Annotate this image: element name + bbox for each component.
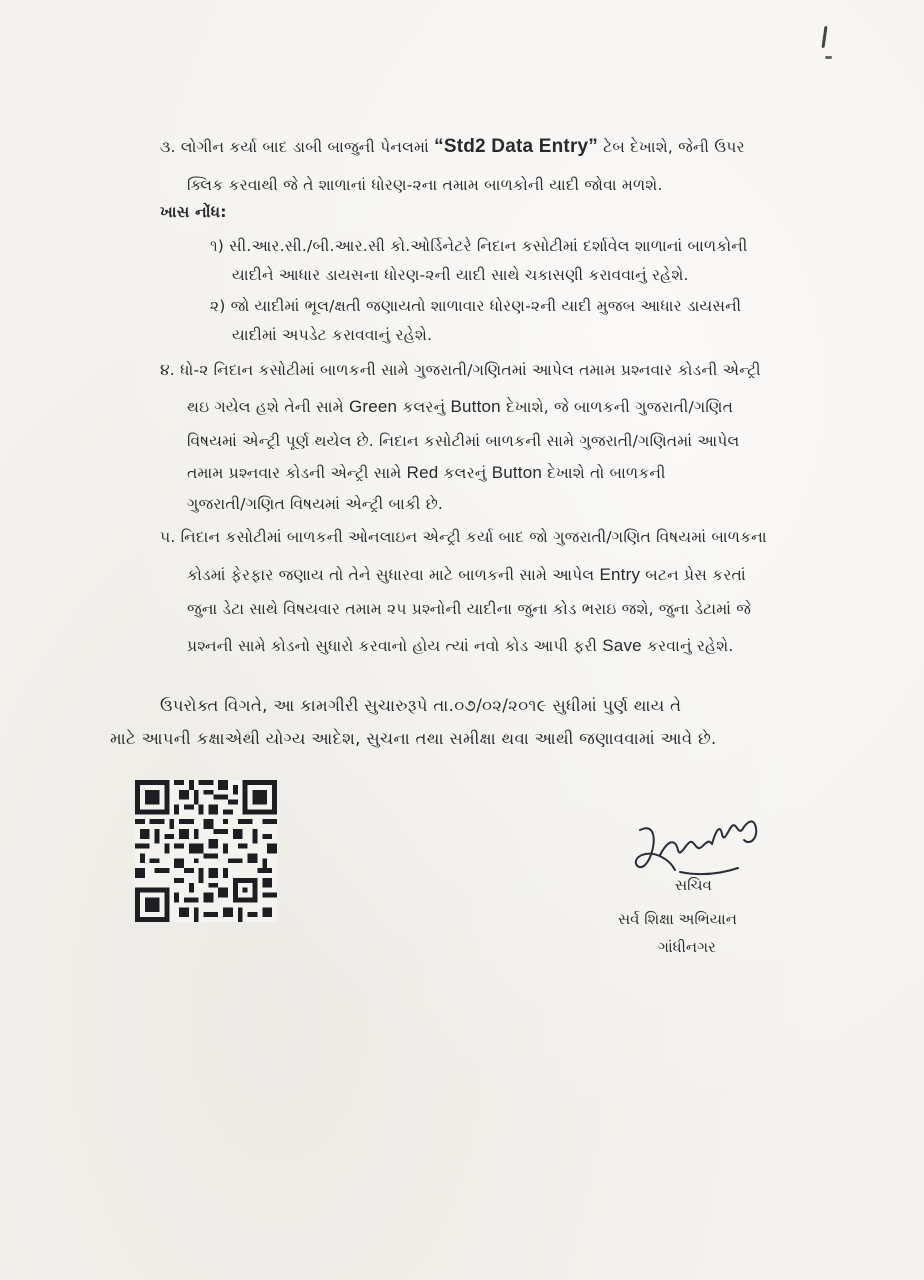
green-label: Green (348, 397, 398, 416)
item5-line4 (187, 636, 734, 656)
item4-line2 (187, 397, 733, 417)
text: દેખાશે તો બાળકની (542, 464, 666, 482)
closing-line2: માટે આપની કક્ષાએથી યોગ્ય આદેશ, સુચના તથા સમીક્ષા થવા આથી જણાવવામાં આવે છે. (110, 729, 717, 748)
item3-line2: ક્લિક કરવાથી જે તે શાળાનાં ધોરણ-૨ના તમામ બાળકોની યાદી જોવા મળશે. (187, 176, 663, 194)
item5-line3: જુના ડેટા સાથે વિષયવાર તમામ ૨૫ પ્રશ્નોની યાદીના જુના કોડ ભરાઇ જશે, જુના ડેટામાં જે (187, 600, 752, 618)
button-label: Button (450, 397, 501, 416)
text: તમામ પ્રશ્નવાર કોડની એન્ટ્રી સામે (187, 464, 407, 482)
item4-line1: ૪. ધો-૨ નિદાન કસોટીમાં બાળકની સામે ગુજરાતી/ગણિતમાં આપેલ તમામ પ્રશ્નવાર કોડની એન્ટ્રી (160, 361, 761, 379)
text: બટન પ્રેસ કરતાં (640, 566, 746, 584)
item5-line1: ૫. નિદાન કસોટીમાં બાળકની ઓનલાઇન એન્ટ્રી કર્યા બાદ જો ગુજરાતી/ગણિત વિષયમાં બાળકના (160, 528, 767, 546)
qr-code-icon (135, 780, 277, 922)
text: કરવાનું રહેશે. (641, 637, 734, 655)
text: કલરનું (438, 464, 492, 482)
text: થઇ ગયેલ હશે તેની સામે (187, 398, 349, 416)
scan-mark (825, 56, 832, 59)
note1-line1: ૧) સી.આર.સી./બી.આર.સી કો.ઓર્ડિનેટરે નિદાન કસોટીમાં દર્શાવેલ શાળાનાં બાળકોની (210, 237, 748, 255)
text: ૩. લોગીન કર્યા બાદ ડાબી બાજુની પેનલમાં (160, 138, 435, 156)
text: ટેબ દેખાશે, જેની ઉપર (598, 138, 745, 156)
item3-line1 (160, 136, 745, 158)
note2-line1: ૨) જો યાદીમાં ભૂલ/ક્ષતી જણાયતો શાળાવાર ધોરણ-૨ની યાદી મુજબ આધાર ડાયસની (210, 297, 742, 315)
note-heading: ખાસ નોંધ: (160, 203, 227, 221)
item4-line3: વિષયમાં એન્ટ્રી પૂર્ણ થયેલ છે. નિદાન કસોટીમાં બાળકની સામે ગુજરાતી/ગણિતમાં આપેલ (187, 432, 740, 450)
red-label: Red (406, 463, 439, 482)
item4-line4 (187, 463, 666, 483)
text: કલરનું (397, 398, 451, 416)
closing-line1: ઉપરોક્ત વિગતે, આ કામગીરી સુચારુરૂપે તા.૦૭/૦૨/૨૦૧૯ સુધીમાં પુર્ણ થાય તે (160, 696, 682, 715)
item5-line2 (187, 565, 746, 585)
text: કોડમાં ફેરફાર જણાય તો તેને સુધારવા માટે બાળકની સામે આપેલ (187, 566, 600, 584)
item4-line5: ગુજરાતી/ગણિત વિષયમાં એન્ટ્રી બાકી છે. (187, 495, 443, 513)
save-label: Save (602, 636, 642, 655)
note1-line2: યાદીને આધાર ડાયસના ધોરણ-૨ની યાદી સાથે ચકાસણી કરાવવાનું રહેશે. (232, 266, 689, 284)
note2-line2: યાદીમાં અપડેટ કરાવવાનું રહેશે. (232, 326, 433, 344)
signatory-title: સચિવ (675, 876, 712, 894)
text: પ્રશ્નની સામે કોડનો સુધારો કરવાનો હોય ત્યાં નવો કોડ આપી ફરી (187, 637, 603, 655)
std2-data-entry-label: “Std2 Data Entry” (434, 136, 599, 157)
entry-label: Entry (599, 565, 641, 584)
button-label: Button (491, 463, 543, 482)
signatory-org: સર્વ શિક્ષા અભિયાન (618, 910, 737, 928)
scan-mark (821, 26, 827, 48)
text: દેખાશે, જે બાળકની ગુજરાતી/ગણિત (500, 398, 734, 416)
signatory-place: ગાંધીનગર (658, 938, 716, 956)
